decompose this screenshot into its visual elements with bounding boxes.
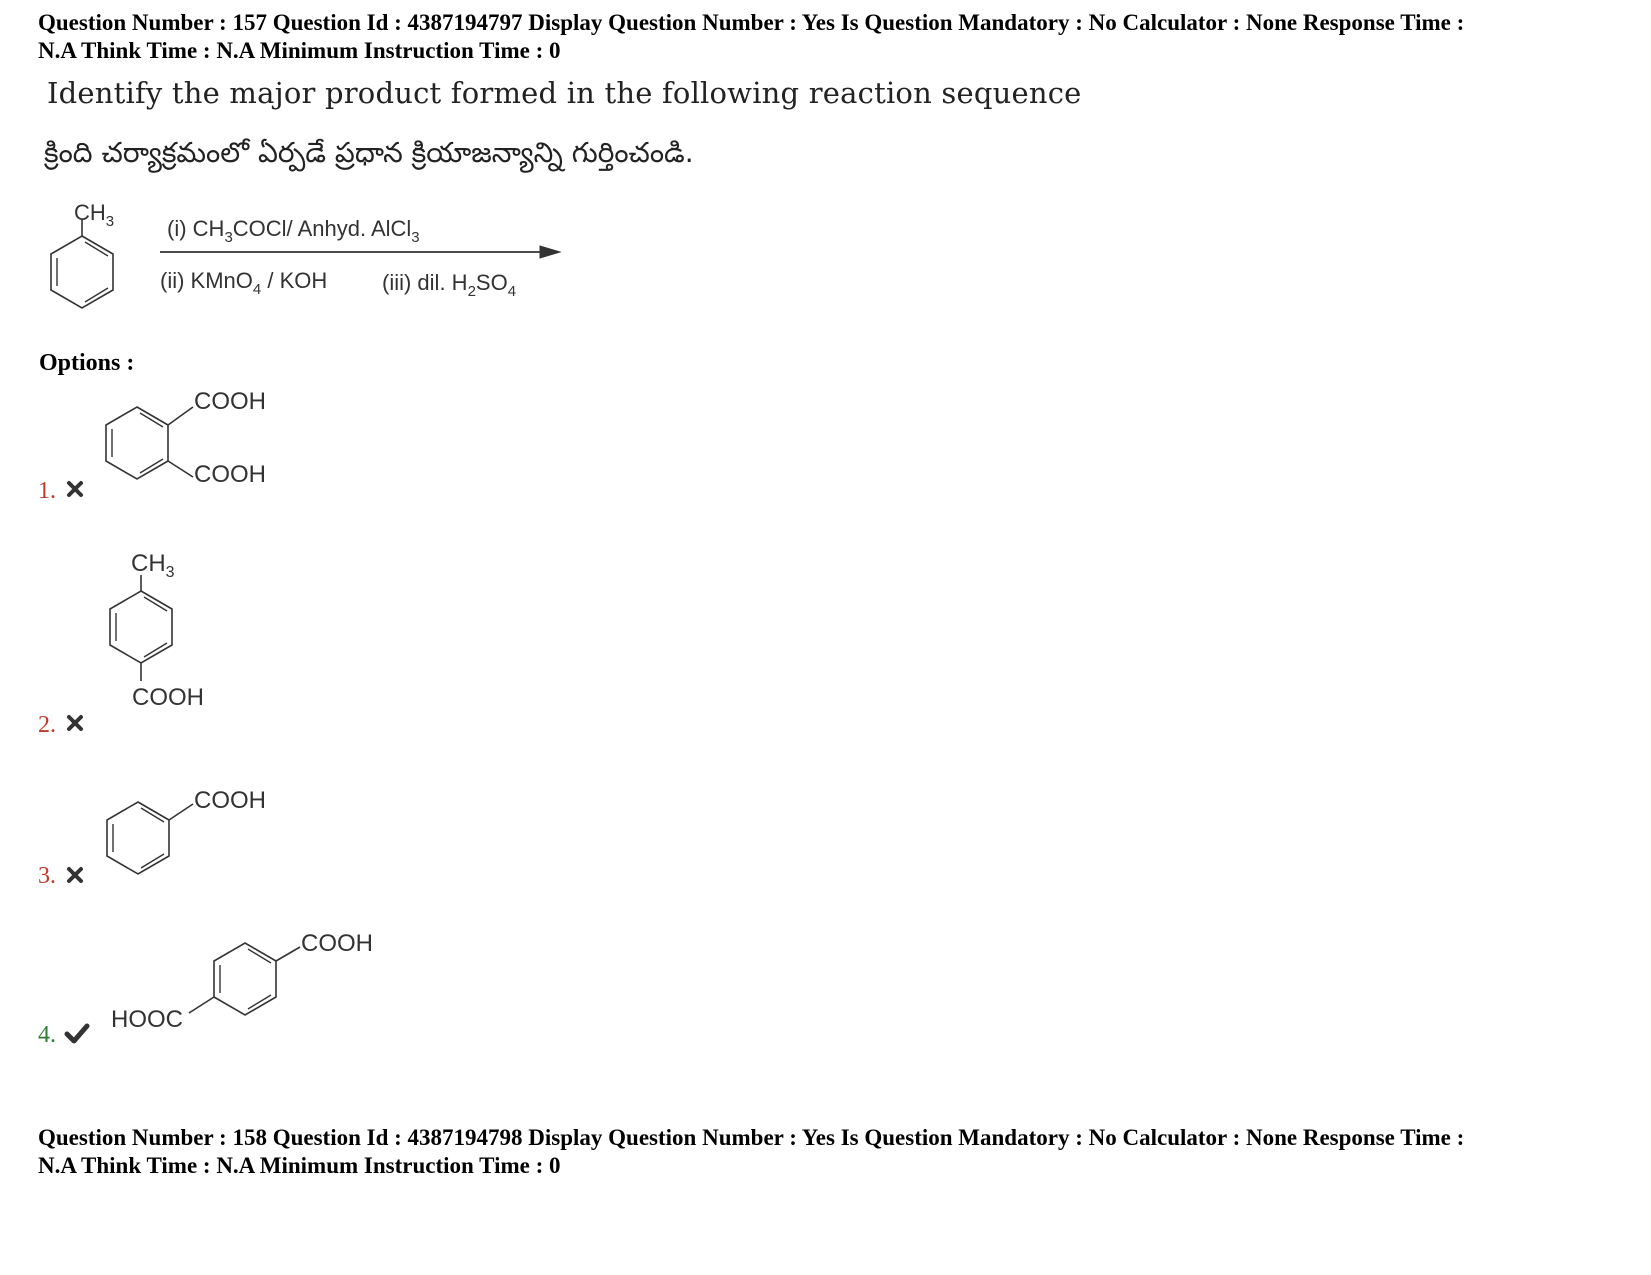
- scheme-substituent: $CH_3$: [74, 200, 115, 230]
- option-4-structure: [105, 925, 405, 1040]
- scheme-step2: (ii) KMnO$_4$ / KOH: [160, 268, 328, 298]
- reaction-arrow: [160, 246, 560, 258]
- question-text-telugu: క్రింది చర్యాక్రమంలో ఏర్పడే ప్రధాన క్రియాజన్యాన్ని గుర్తించండి.: [44, 136, 694, 169]
- cross-icon: [66, 866, 84, 884]
- option-2-number: 2.: [38, 712, 56, 738]
- question-157-header-line1: Question Number : 157 Question Id : 4387194797 Display Question Number : Yes Is Question Mandatory : No Calculator : None Response Time :: [38, 10, 1465, 35]
- cross-icon: [66, 480, 84, 498]
- question-158-header-line2: N.A Think Time : N.A Minimum Instruction Time : 0: [38, 1153, 561, 1178]
- question-157-header-line2: N.A Think Time : N.A Minimum Instruction Time : 0: [38, 38, 561, 63]
- option-2-structure: [95, 545, 255, 725]
- toluene-structure: [51, 200, 114, 308]
- option-3-number: 3.: [38, 863, 56, 889]
- option-3-label: COOH: [194, 787, 266, 814]
- option-1-label-bottom: COOH: [194, 461, 266, 488]
- option-1-structure: [95, 385, 295, 500]
- question-157-header: [38, 9, 1618, 65]
- reaction-scheme: [40, 200, 620, 340]
- option-2-label-top: $CH_3$: [131, 550, 175, 581]
- cross-icon: [66, 714, 84, 732]
- option-3-structure: [95, 780, 295, 890]
- option-1-number: 1.: [38, 478, 56, 504]
- option-4-label-bottom: HOOC: [111, 1006, 183, 1033]
- option-1-label-top: COOH: [194, 388, 266, 415]
- question-158-header-line1: Question Number : 158 Question Id : 4387194798 Display Question Number : Yes Is Question Mandatory : No Calculator : None Response Time :: [38, 1125, 1465, 1150]
- option-2-label-bottom: COOH: [132, 684, 204, 711]
- scheme-step1: (i) $CH_3COCl/$ Anhyd. AlCl$_3$: [167, 216, 420, 246]
- options-label: Options :: [39, 350, 135, 376]
- question-text-english: Identify the major product formed in the following reaction sequence: [47, 76, 1082, 110]
- check-icon: [64, 1022, 90, 1044]
- scheme-step3: (iii) dil. $H_2SO_4$: [382, 270, 517, 300]
- question-158-header: [38, 1124, 1618, 1180]
- option-4-number: 4.: [38, 1022, 56, 1048]
- option-4-label-top: COOH: [301, 930, 373, 957]
